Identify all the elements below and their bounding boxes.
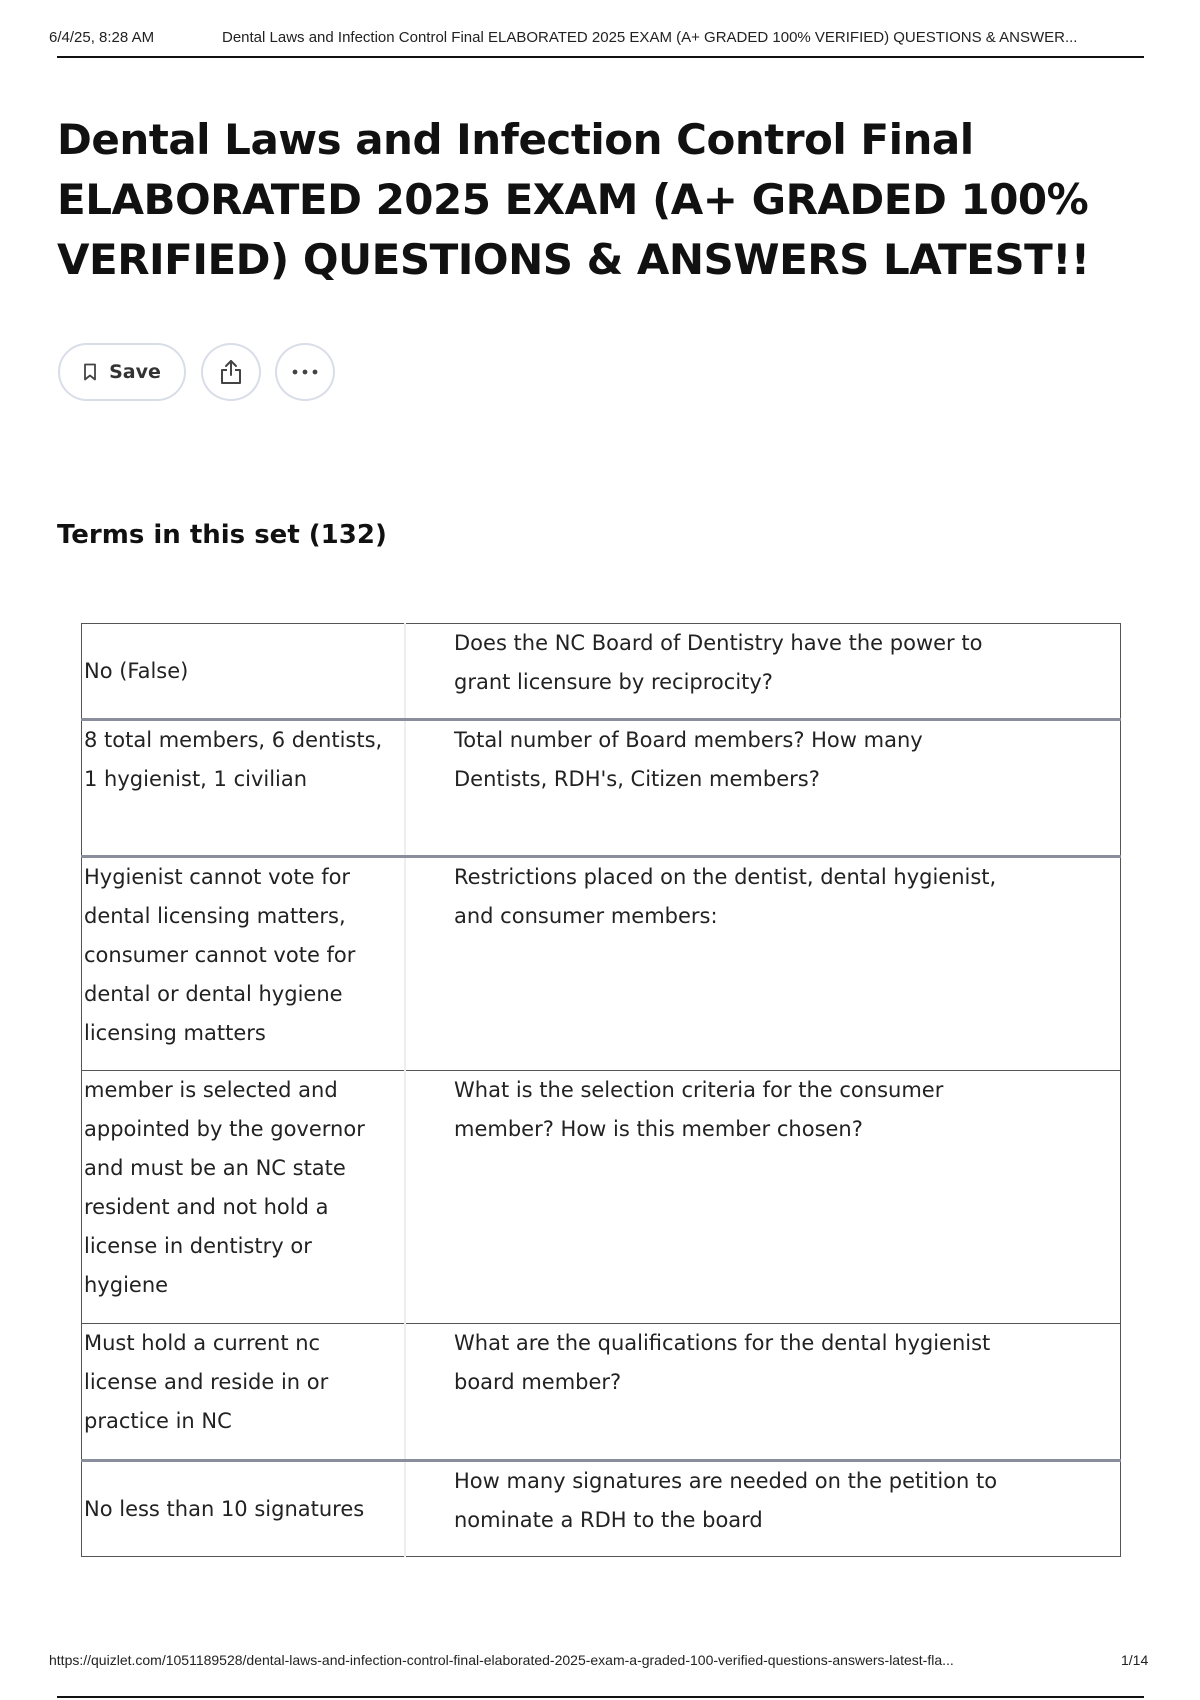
save-label: Save [109, 361, 161, 383]
term-cell: What is the selection criteria for the consumer member? How is this member chosen? [454, 1078, 944, 1141]
table-row [82, 1324, 1121, 1461]
page-number: 1/14 [1121, 1652, 1149, 1668]
term-cell: Restrictions placed on the dentist, dental hygienist, and consumer members: [454, 865, 997, 928]
more-options-button[interactable] [275, 343, 335, 401]
terms-heading: Terms in this set (132) [57, 520, 387, 550]
definition-cell: member is selected and appointed by the governor and must be an NC state resident and not hold a license in dentistry or hygiene [82, 1071, 406, 1324]
table-row [82, 624, 1121, 720]
header-divider [57, 56, 1144, 58]
share-icon [218, 358, 244, 386]
term-cell: What are the qualifications for the dental hygienist board member? [454, 1331, 991, 1394]
page-title: Dental Laws and Infection Control Final ELABORATED 2025 EXAM (A+ GRADED 100% VERIFIED) QUESTIONS & ANSWERS LATEST!! [57, 115, 1090, 284]
footer-divider [57, 1696, 1144, 1698]
print-doc-title: Dental Laws and Infection Control Final ELABORATED 2025 EXAM (A+ GRADED 100% VERIFIED) QUESTIONS & ANSWER... [222, 29, 1078, 46]
save-button[interactable] [58, 343, 186, 401]
definition-cell: Must hold a current nc license and reside in or practice in NC [82, 1324, 406, 1461]
table-row [82, 1071, 1121, 1324]
definition-cell: 8 total members, 6 dentists, 1 hygienist, 1 civilian [82, 720, 406, 857]
bookmark-icon [83, 363, 97, 381]
print-datetime: 6/4/25, 8:28 AM [49, 29, 155, 46]
term-cell: Total number of Board members? How many Dentists, RDH's, Citizen members? [454, 728, 923, 791]
table-row [82, 1461, 1121, 1557]
more-icon [291, 368, 319, 376]
table-row [82, 857, 1121, 1071]
terms-table [81, 623, 1121, 1557]
definition-cell: Hygienist cannot vote for dental licensing matters, consumer cannot vote for dental or dental hygiene licensing matters [82, 857, 406, 1071]
term-cell: Does the NC Board of Dentistry have the power to grant licensure by reciprocity? [454, 631, 983, 694]
definition-cell: No less than 10 signatures [82, 1461, 406, 1557]
print-url: https://quizlet.com/1051189528/dental-laws-and-infection-control-final-elaborated-2025-exam-a-graded-100-verified-questions-answers-latest-fla... [49, 1652, 954, 1668]
share-button[interactable] [201, 343, 261, 401]
table-row [82, 720, 1121, 857]
definition-cell: No (False) [82, 624, 406, 720]
term-cell: How many signatures are needed on the petition to nominate a RDH to the board [454, 1469, 998, 1532]
